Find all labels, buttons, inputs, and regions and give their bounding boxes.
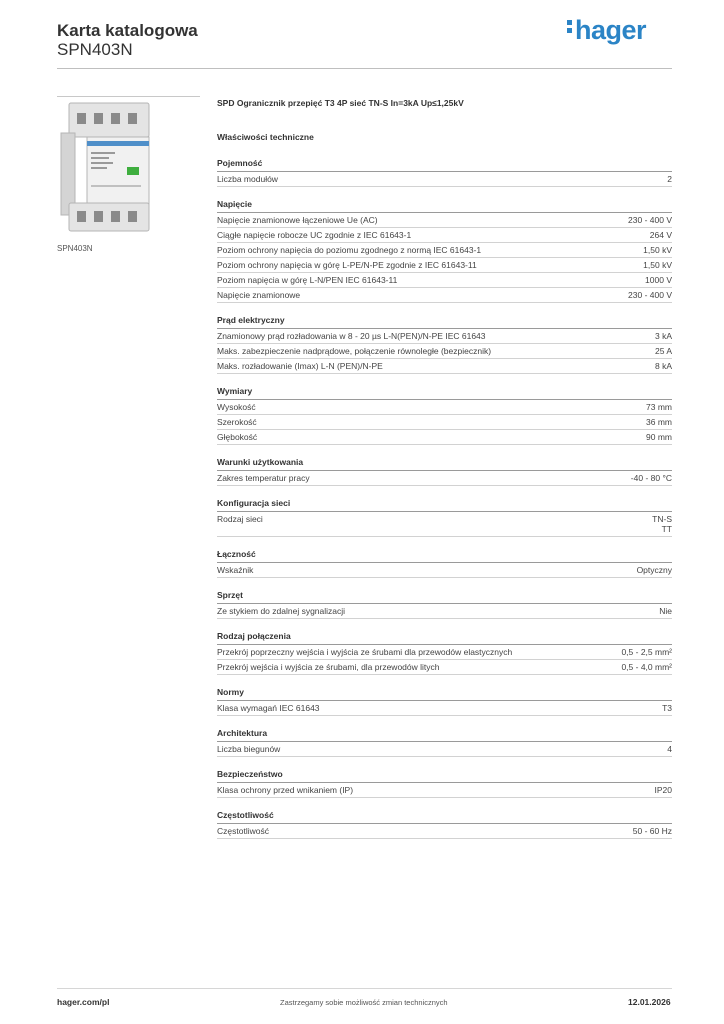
- property-value: 0,5 - 2,5 mm²: [621, 647, 672, 657]
- section-title: Rodzaj połączenia: [217, 631, 672, 645]
- property-value: 264 V: [649, 230, 672, 240]
- property-value: 3 kA: [654, 331, 672, 341]
- property-label: Ze stykiem do zdalnej sygnalizacji: [217, 606, 346, 616]
- property-row: [217, 288, 672, 303]
- image-caption: SPN403N: [57, 244, 93, 253]
- property-label: Ciągłe napięcie robocze UC zgodnie z IEC 61643-1: [217, 230, 412, 240]
- section-title: Prąd elektryczny: [217, 315, 672, 329]
- property-row: [217, 512, 672, 537]
- section-title: Łączność: [217, 549, 672, 563]
- property-value: Nie: [659, 606, 672, 616]
- property-label: Liczba modułów: [217, 174, 278, 184]
- property-label: Przekrój poprzeczny wejścia i wyjścia ze śrubami dla przewodów elastycznych: [217, 647, 513, 657]
- property-value: 90 mm: [646, 432, 672, 442]
- property-value: 36 mm: [646, 417, 672, 427]
- property-row: [217, 471, 672, 486]
- property-value: 1,50 kV: [643, 245, 672, 255]
- section: [217, 549, 672, 578]
- property-label: Maks. rozładowanie (Imax) L-N (PEN)/N-PE: [217, 361, 383, 371]
- property-value: 1,50 kV: [643, 260, 672, 270]
- section: [217, 386, 672, 445]
- property-label: Częstotliwość: [217, 826, 269, 836]
- property-row: [217, 563, 672, 578]
- property-row: [217, 359, 672, 374]
- footer-divider: [57, 988, 672, 989]
- hager-logo: [567, 15, 646, 46]
- property-value: -40 - 80 °C: [630, 473, 672, 483]
- section-title: Warunki użytkowania: [217, 457, 672, 471]
- property-value: 8 kA: [654, 361, 672, 371]
- section-title: Architektura: [217, 728, 672, 742]
- property-label: Zakres temperatur pracy: [217, 473, 310, 483]
- section: [217, 158, 672, 187]
- property-value: T3: [662, 703, 672, 713]
- section-title: Częstotliwość: [217, 810, 672, 824]
- property-value: 73 mm: [646, 402, 672, 412]
- property-row: [217, 213, 672, 228]
- property-label: Głębokość: [217, 432, 258, 442]
- property-label: Wysokość: [217, 402, 256, 412]
- property-row: [217, 742, 672, 757]
- property-label: Liczba biegunów: [217, 744, 281, 754]
- section: [217, 810, 672, 839]
- property-label: Znamionowy prąd rozładowania w 8 - 20 µs L-N(PEN)/N-PE IEC 61643: [217, 331, 486, 341]
- footer-date: 12.01.2026: [628, 997, 671, 1007]
- property-row: [217, 824, 672, 839]
- section: [217, 457, 672, 486]
- property-row: [217, 415, 672, 430]
- property-label: Poziom ochrony napięcia do poziomu zgodnego z normą IEC 61643-1: [217, 245, 482, 255]
- property-label: Przekrój wejścia i wyjścia ze śrubami, dla przewodów litych: [217, 662, 440, 672]
- section-title: Bezpieczeństwo: [217, 769, 672, 783]
- property-label: Rodzaj sieci: [217, 514, 263, 524]
- header-divider: [57, 68, 672, 69]
- property-label: Klasa ochrony przed wnikaniem (IP): [217, 785, 354, 795]
- property-sections: [217, 158, 672, 839]
- property-value: TN-S TT: [652, 514, 672, 534]
- property-value: 0,5 - 4,0 mm²: [621, 662, 672, 672]
- section: [217, 498, 672, 537]
- property-label: Klasa wymagań IEC 61643: [217, 703, 320, 713]
- property-value: 2: [667, 174, 672, 184]
- section-title: Wymiary: [217, 386, 672, 400]
- property-row: [217, 430, 672, 445]
- product-description: SPD Ogranicznik przepięć T3 4P sieć TN-S In=3kA Up≤1,25kV: [217, 98, 464, 108]
- property-value: 25 A: [654, 346, 672, 356]
- property-value: IP20: [654, 785, 672, 795]
- property-row: [217, 701, 672, 716]
- property-value: Optyczny: [636, 565, 672, 575]
- footer-website[interactable]: hager.com/pl: [57, 997, 110, 1007]
- surge-protector-image: [57, 97, 200, 237]
- property-row: [217, 329, 672, 344]
- property-row: [217, 172, 672, 187]
- property-row: [217, 783, 672, 798]
- product-image: [57, 96, 200, 239]
- properties-heading: Właściwości techniczne: [217, 132, 314, 142]
- property-value: 50 - 60 Hz: [632, 826, 672, 836]
- property-row: [217, 604, 672, 619]
- property-label: Maks. zabezpieczenie nadprądowe, połączenie równoległe (bezpiecznik): [217, 346, 492, 356]
- section: [217, 769, 672, 798]
- logo-mark-icon: [567, 17, 572, 36]
- property-row: [217, 258, 672, 273]
- property-value: 230 - 400 V: [628, 290, 672, 300]
- logo-text: hager: [575, 15, 647, 45]
- property-row: [217, 273, 672, 288]
- section: [217, 687, 672, 716]
- property-value: 1000 V: [645, 275, 672, 285]
- footer-notice: Zastrzegamy sobie możliwość zmian technicznych: [280, 998, 448, 1007]
- property-row: [217, 228, 672, 243]
- section: [217, 590, 672, 619]
- section-title: Sprzęt: [217, 590, 672, 604]
- property-row: [217, 243, 672, 258]
- section: [217, 199, 672, 303]
- property-label: Poziom napięcia w górę L-N/PEN IEC 61643-11: [217, 275, 398, 285]
- property-value: 230 - 400 V: [628, 215, 672, 225]
- property-row: [217, 645, 672, 660]
- section-title: Normy: [217, 687, 672, 701]
- property-row: [217, 660, 672, 675]
- technical-content: [217, 96, 672, 851]
- property-label: Wskaźnik: [217, 565, 254, 575]
- section: [217, 631, 672, 675]
- product-code: SPN403N: [57, 40, 133, 59]
- property-label: Napięcie znamionowe łączeniowe Ue (AC): [217, 215, 378, 225]
- property-row: [217, 344, 672, 359]
- property-label: Szerokość: [217, 417, 257, 427]
- property-value: 4: [667, 744, 672, 754]
- document-title: Karta katalogowa: [57, 21, 198, 40]
- property-label: Poziom ochrony napięcia w górę L-PE/N-PE zgodnie z IEC 61643-11: [217, 260, 477, 270]
- property-label: Napięcie znamionowe: [217, 290, 301, 300]
- section-title: Napięcie: [217, 199, 672, 213]
- section-title: Konfiguracja sieci: [217, 498, 672, 512]
- section: [217, 315, 672, 374]
- section: [217, 728, 672, 757]
- section-title: Pojemność: [217, 158, 672, 172]
- property-row: [217, 400, 672, 415]
